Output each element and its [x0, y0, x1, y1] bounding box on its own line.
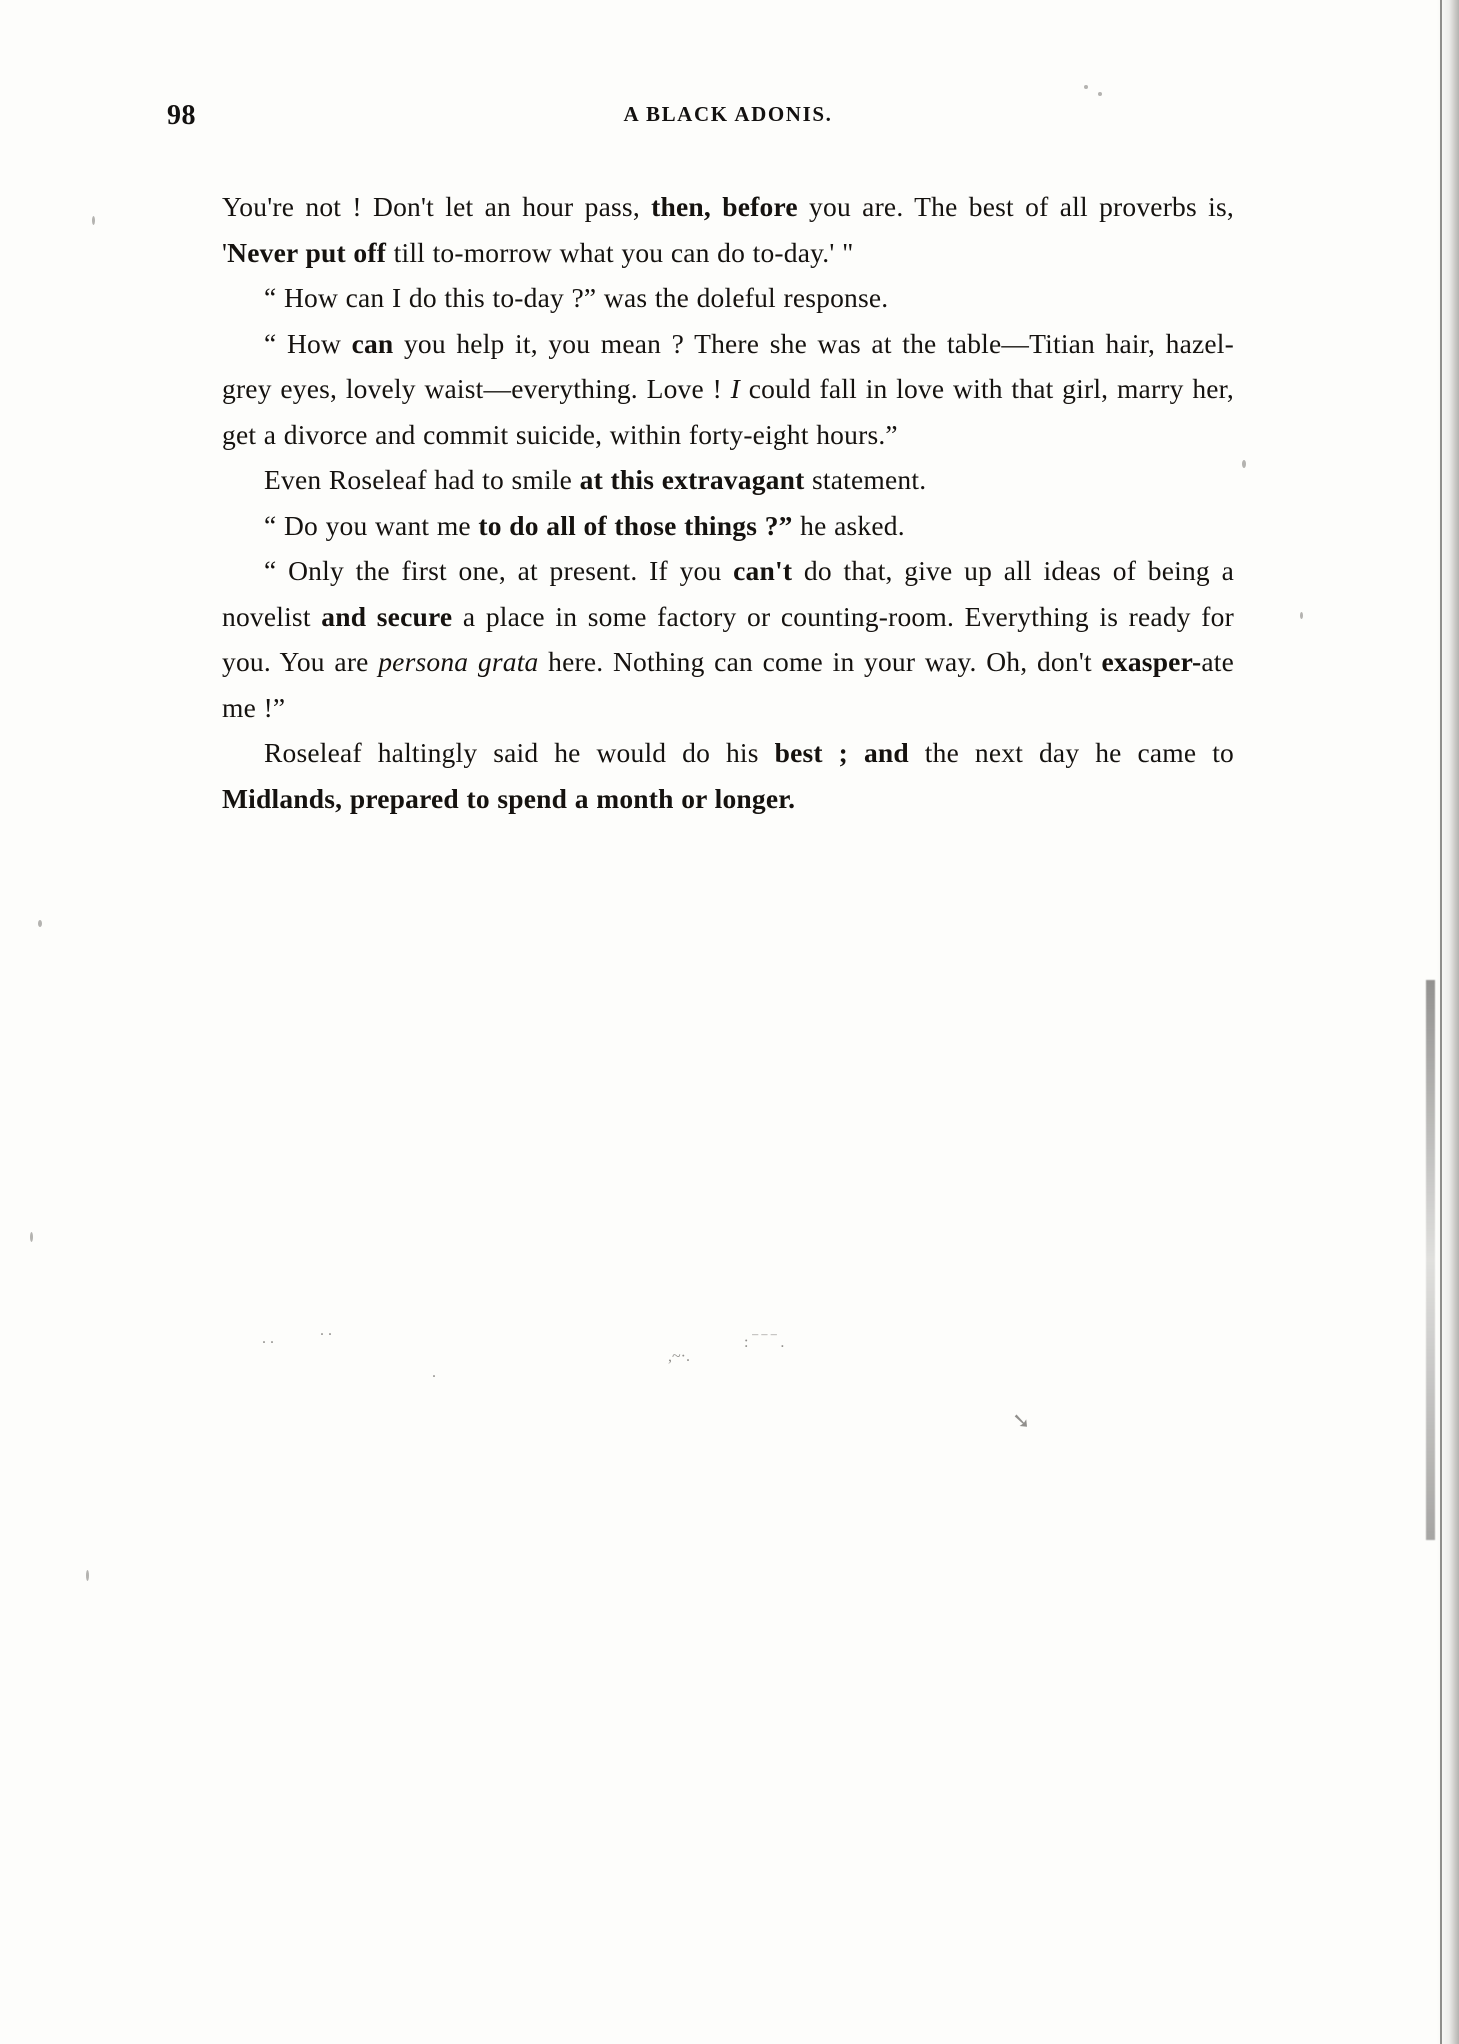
- scan-speck: . .: [262, 1330, 274, 1347]
- paragraph: “ How can I do this to-day ?” was the doleful response.: [264, 282, 889, 313]
- paragraph: Roseleaf haltingly said he would do his best ; and the next day he came to Midlands, prepared to spend a month or longer.: [222, 737, 1234, 814]
- paragraph: “ How can you help it, you mean ? There she was at the table—Titian hair, hazel-grey eyes, lovely waist—everything. Love ! I could fall in love with that girl, marry her, get a divorce and commit suicide, within forty-eight hours.”: [222, 327, 1235, 450]
- paragraph: Even Roseleaf had to smile at this extravagant statement.: [264, 464, 927, 495]
- scan-blotch: [1426, 980, 1435, 1540]
- scan-speck: ➘: [1012, 1408, 1031, 1433]
- running-head: [167, 96, 1234, 142]
- scan-speck: [86, 1570, 89, 1581]
- scan-speck: ,~·.: [668, 1348, 690, 1365]
- page-number: 98: [167, 100, 196, 131]
- paragraph: “ Only the first one, at present. If you can't do that, give up all ideas of being a novelist and secure a place in some factory or counting-room. Everything is ready for you. You are persona grata here. Nothing can come in your way. Oh, don't exasper-ate me !”: [222, 555, 1234, 723]
- scan-speck: [30, 1232, 33, 1242]
- paragraph: “ Do you want me to do all of those things ?” he asked.: [264, 509, 905, 541]
- scan-speck: [1242, 460, 1246, 468]
- scan-speck: [1084, 85, 1088, 89]
- scan-speck: [92, 216, 95, 225]
- scan-speck: : ‾ ‾ ‾ .: [744, 1334, 785, 1351]
- scan-speck: .: [432, 1364, 436, 1381]
- body-text: [222, 184, 1234, 821]
- scan-speck: [38, 920, 42, 927]
- scan-speck: [1300, 612, 1303, 619]
- scan-edge-line: [1440, 0, 1442, 2044]
- paragraph: You're not ! Don't let an hour pass, then, before you are. The best of all proverbs is, 'Never put off till to-morrow what you can do to-day.' ": [222, 191, 1234, 268]
- scan-speck: . .: [320, 1322, 332, 1339]
- running-title: A BLACK ADONIS.: [623, 102, 833, 126]
- page-content: [167, 96, 1235, 821]
